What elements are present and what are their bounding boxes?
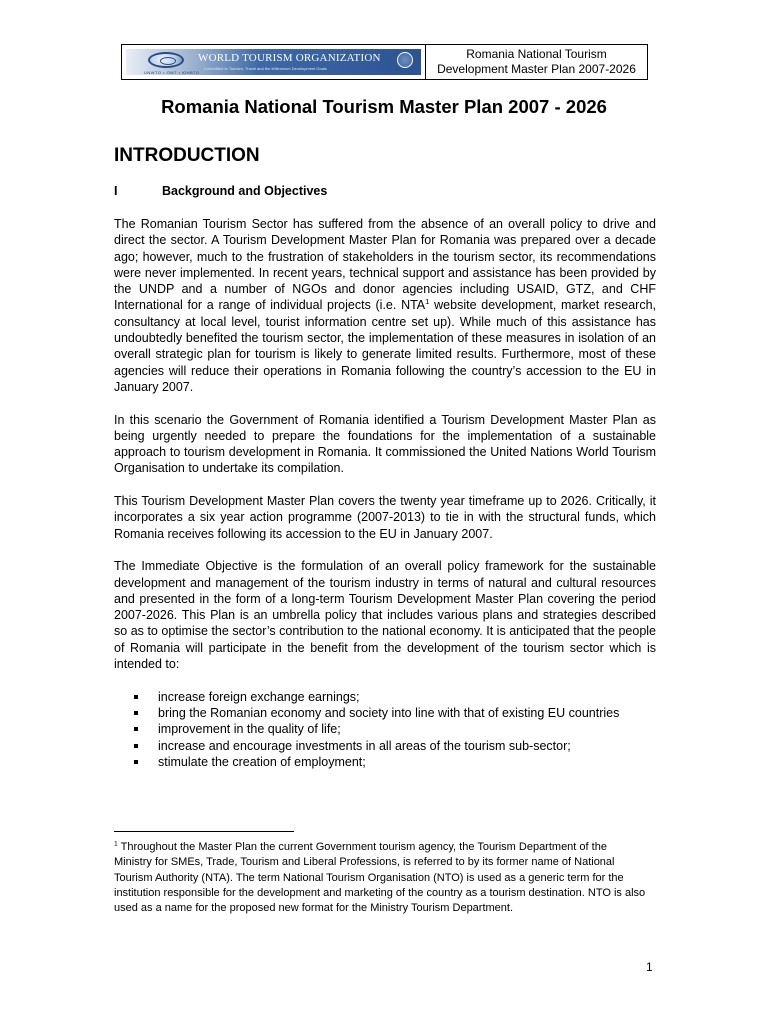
header-line-1: Romania National Tourism bbox=[466, 47, 607, 61]
body-text bbox=[114, 216, 656, 770]
logo-subtext: UNWTO • OMT • ЮНВТО bbox=[144, 70, 200, 75]
paragraph-1 bbox=[114, 216, 656, 395]
introduction-heading: INTRODUCTION bbox=[114, 145, 260, 166]
footnote-reference: 1 bbox=[425, 297, 430, 307]
page-header bbox=[121, 44, 648, 80]
document-title: Romania National Tourism Master Plan 2007 - 2026 bbox=[161, 96, 607, 117]
list-item: improvement in the quality of life; bbox=[114, 721, 656, 737]
footnote-marker: 1 bbox=[114, 840, 118, 848]
paragraph-2: In this scenario the Government of Romania identified a Tourism Development Master Plan as being urgently needed to prepare the foundations for the implementation of a sustainable approach to tourism development in Romania. It commissioned the United Nations World Tourism Organisation to undertake its compilation. bbox=[114, 412, 656, 476]
section-heading bbox=[114, 184, 327, 198]
un-emblem-icon bbox=[397, 52, 413, 68]
globe-icon bbox=[148, 52, 184, 68]
header-line-2: Development Master Plan 2007-2026 bbox=[437, 62, 636, 76]
page-number: 1 bbox=[646, 960, 653, 974]
unwto-logo bbox=[122, 45, 426, 79]
list-item: stimulate the creation of employment; bbox=[114, 754, 656, 770]
logo-tagline: Committed to Tourism, Travel and the Millennium Development Goals bbox=[204, 66, 327, 71]
logo-banner bbox=[126, 49, 421, 75]
logo-title: WORLD TOURISM ORGANIZATION bbox=[198, 52, 381, 64]
footnote-separator bbox=[114, 831, 294, 832]
objectives-list bbox=[114, 689, 656, 770]
footnote bbox=[114, 840, 646, 916]
list-item: bring the Romanian economy and society into line with that of existing EU countries bbox=[114, 705, 656, 721]
header-document-label bbox=[426, 45, 647, 79]
paragraph-1-part-b: website development, market research, consultancy at local level, tourist information centre set up). While much of this assistance has undoubtedly benefited the tourism sector, the implementation of these measures in isolation of an overall strategic plan for tourism is likely to generate limited results. Furthermore, most of these agencies will reduce their operations in Romania following the country’s accession to the EU in January 2007. bbox=[114, 298, 656, 394]
list-item: increase foreign exchange earnings; bbox=[114, 689, 656, 705]
list-item: increase and encourage investments in all areas of the tourism sub-sector; bbox=[114, 738, 656, 754]
section-title: Background and Objectives bbox=[162, 184, 328, 198]
paragraph-4: The Immediate Objective is the formulation of an overall policy framework for the sustainable development and management of the tourism industry in terms of natural and cultural resources and presented in the form of a long-term Tourism Development Master Plan covering the period 2007-2026. This Plan is an umbrella policy that includes various plans and strategies described so as to optimise the sector’s contribution to the national economy. It is anticipated that the people of Romania will participate in the benefit from the development of the tourism sector which is intended to: bbox=[114, 559, 656, 672]
paragraph-1-part-a: The Romanian Tourism Sector has suffered from the absence of an overall policy to drive and direct the sector. A Tourism Development Master Plan for Romania was prepared over a decade ago; however, much to the frustration of stakeholders in the tourism sector, its recommendations were never implemented. In recent years, technical support and assistance has been provided by the UNDP and a number of NGOs and donor agencies including USAID, GTZ, and CHF International for a range of individual projects (i.e. NTA bbox=[114, 217, 656, 313]
footnote-text: Throughout the Master Plan the current Government tourism agency, the Tourism Department of the Ministry for SMEs, Trade, Tourism and Liberal Professions, is referred to by its former name of National Tourism Authority (NTA). The term National Tourism Organisation (NTO) is used as a generic term for the institution responsible for the development and marketing of the country as a tourism destination. NTO is also used as a name for the proposed new format for the Ministry Tourism Department. bbox=[114, 841, 646, 915]
section-number: I bbox=[114, 184, 118, 198]
paragraph-3: This Tourism Development Master Plan covers the twenty year timeframe up to 2026. Critically, it incorporates a six year action programme (2007-2013) to tie in with the structural funds, which Romania receives following its accession to the EU in January 2007. bbox=[114, 494, 656, 541]
